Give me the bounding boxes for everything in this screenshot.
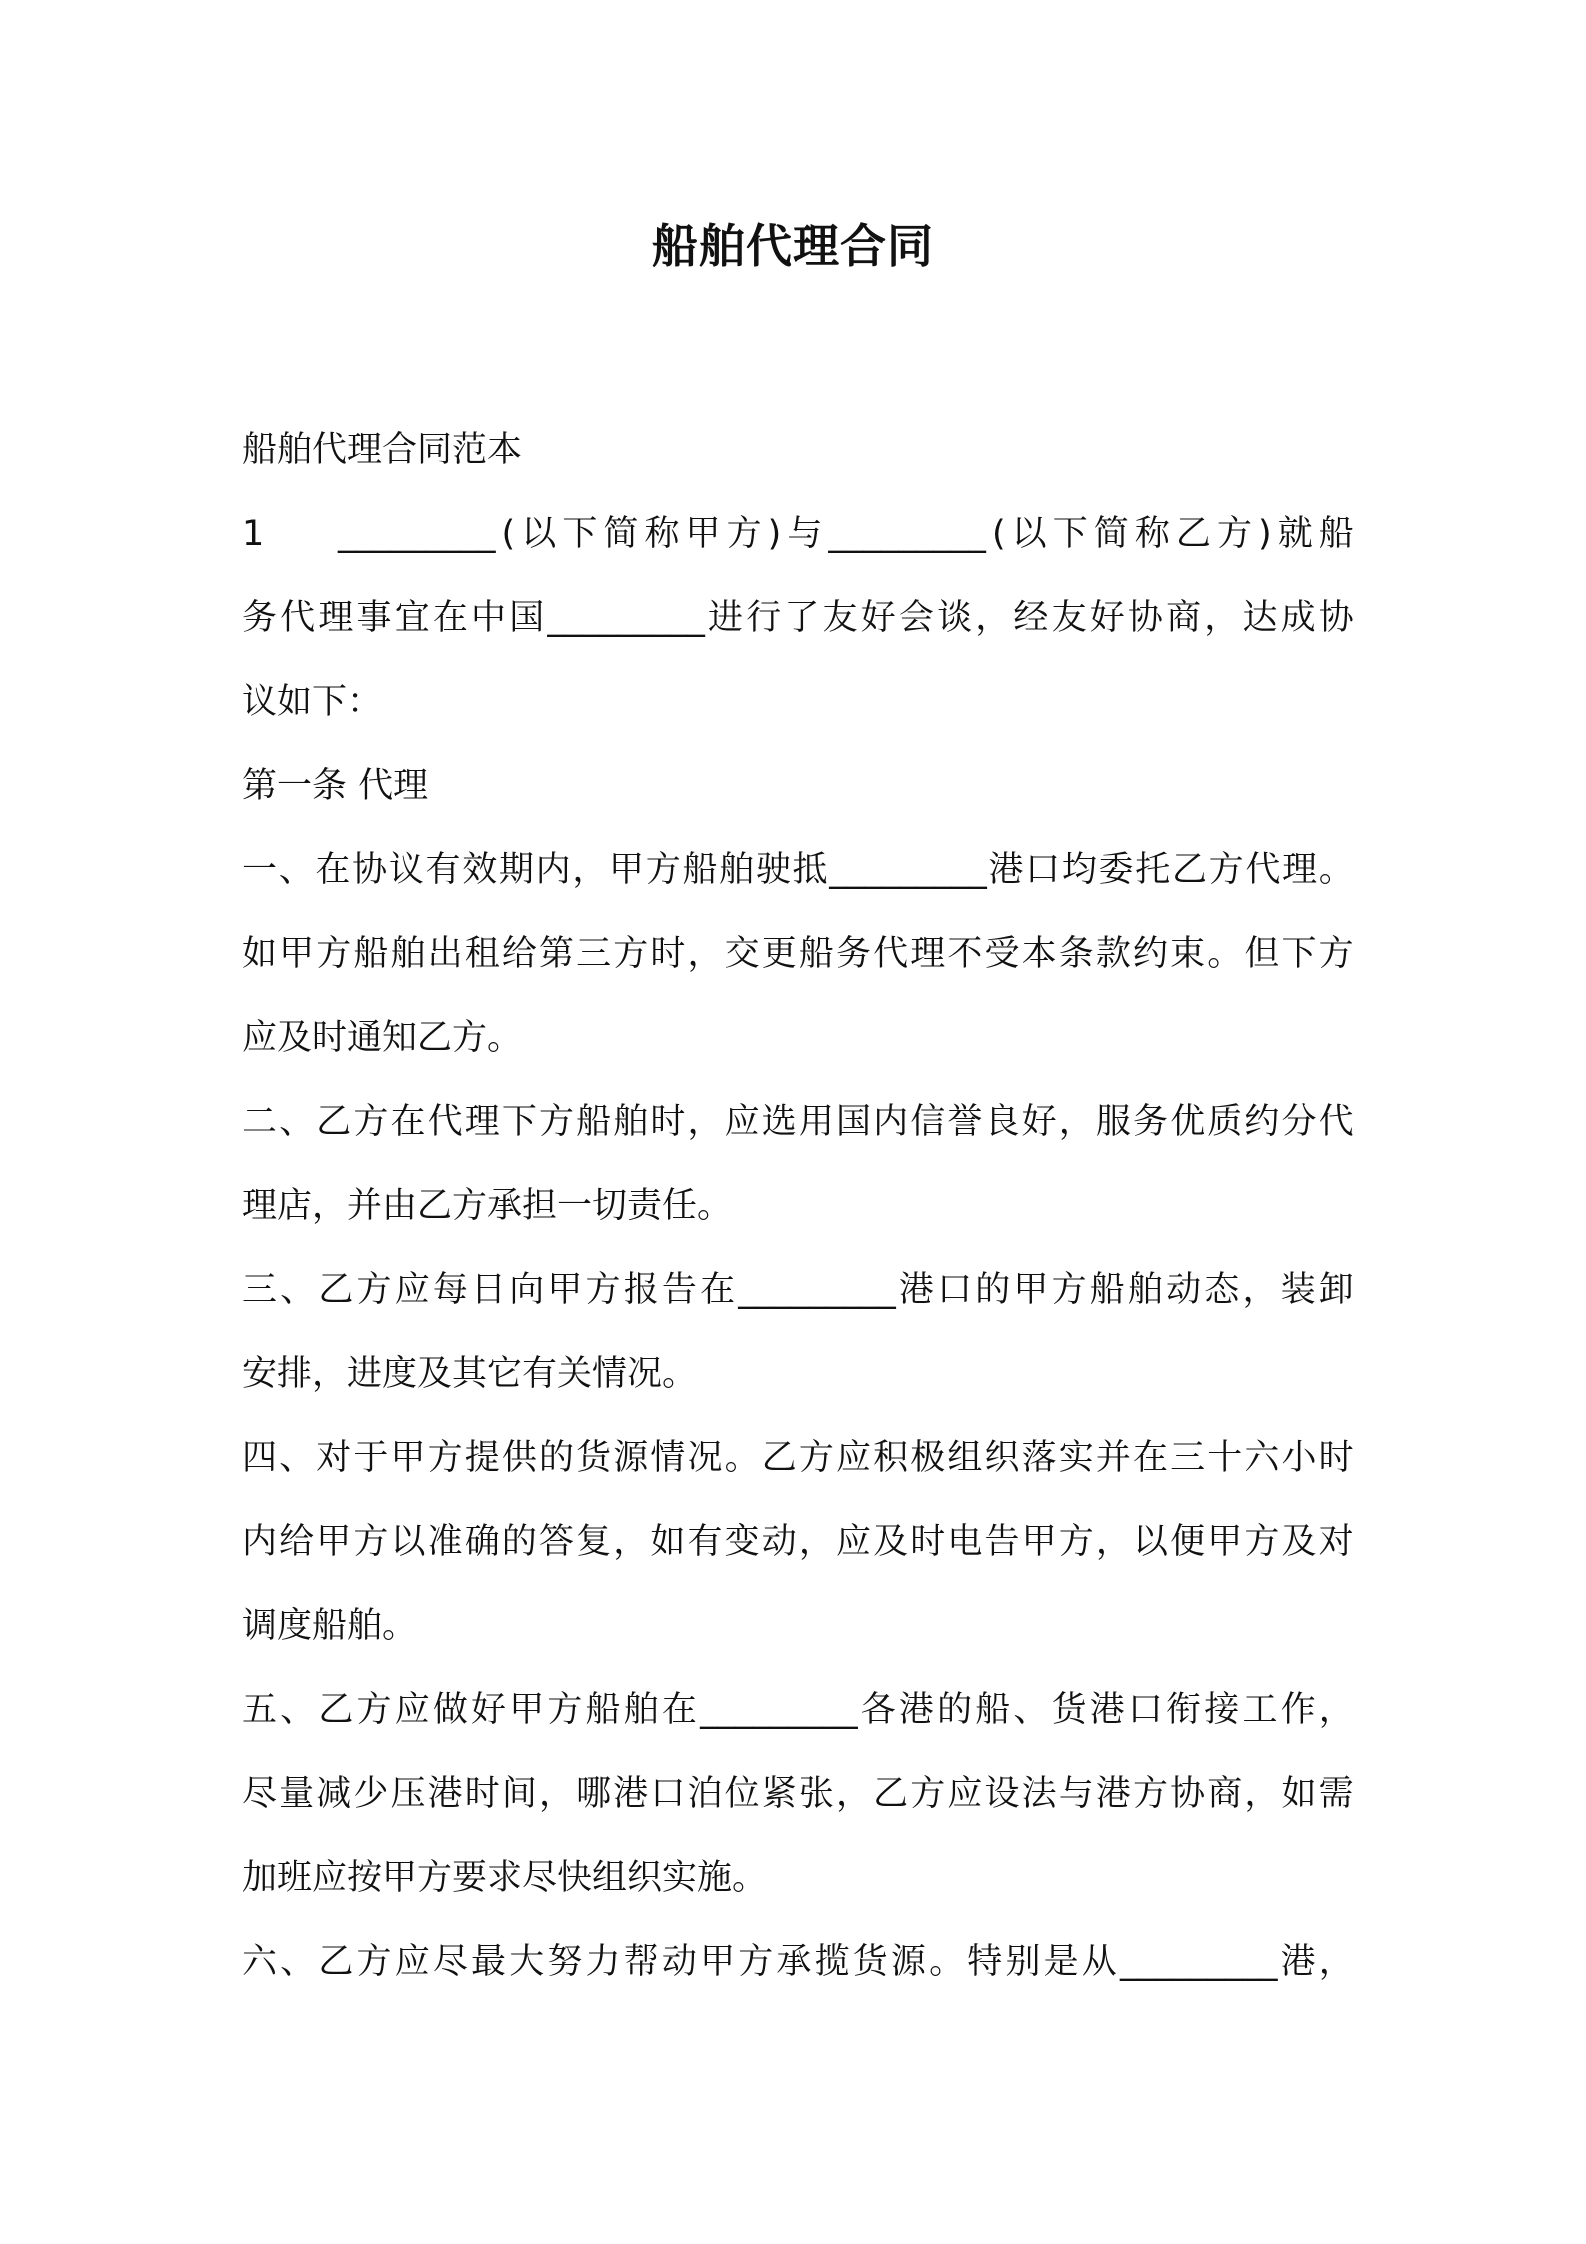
clause-4-line-2: 内 给 甲 方 以 准 确 的 答 复 ， 如 有 变 动 ， 应 及 时 电 告 甲 方 ， 以 便 甲 方 及 对: [242, 1522, 1354, 1562]
intro-number: 1: [242, 514, 265, 554]
clause-1-line-2: 如 甲 方 船 舶 出 租 给 第 三 方 时 ， 交 更 船 务 代 理 不 受 本 条 款 约 束 。 但 下 方: [242, 934, 1354, 974]
intro-line-1: [242, 492, 1354, 576]
subtitle: 船舶代理合同范本: [242, 430, 523, 470]
clause-2-line-2: 理店，并由乙方承担一切责任。: [242, 1186, 733, 1226]
clause-3-line-1: 三 、 乙 方 应 每 日 向 甲 方 报 告 在 _________ 港 口 的 甲 方 船 舶 动 态 ， 装 卸: [242, 1270, 1354, 1310]
clause-4-line-1: 四 、 对 于 甲 方 提 供 的 货 源 情 况 。 乙 方 应 积 极 组 织 落 实 并 在 三 十 六 小 时: [242, 1438, 1354, 1478]
clause-3-line-2: 安排，进度及其它有关情况。: [242, 1354, 698, 1394]
intro-line-2: 务 代 理 事 宜 在 中 国 _________ 进 行 了 友 好 会 谈 ， 经 友 好 协 商 ， 达 成 协: [242, 598, 1354, 638]
clause-5-line-1: 五 、 乙 方 应 做 好 甲 方 船 舶 在 _________ 各 港 的 船 、 货 港 口 衔 接 工 作 ，: [242, 1690, 1354, 1730]
intro-line-3: 议如下：: [242, 682, 383, 722]
clause-2-line-1: 二 、 乙 方 在 代 理 下 方 船 舶 时 ， 应 选 用 国 内 信 誉 良 好 ， 服 务 优 质 约 分 代: [242, 1102, 1354, 1142]
intro-line-1-text: _________ ( 以 下 简 称 甲 方 ) 与 _________ ( 以 下 简 称 乙 方 ) 就 船: [338, 514, 1354, 554]
clause-1-line-3: 应及时通知乙方。: [242, 1018, 523, 1058]
clauses-list: [242, 828, 1354, 2004]
clause-4-line-3: 调度船舶。: [242, 1606, 418, 1646]
document-title: 船舶代理合同: [652, 219, 934, 273]
document-body: [242, 408, 1354, 2004]
article-heading: 第一条 代理: [242, 766, 429, 806]
clause-5-line-2: 尽 量 减 少 压 港 时 间 ， 哪 港 口 泊 位 紧 张 ， 乙 方 应 设 法 与 港 方 协 商 ， 如 需: [242, 1774, 1354, 1814]
clause-6-line-1: 六 、 乙 方 应 尽 最 大 努 力 帮 动 甲 方 承 揽 货 源 。 特 别 是 从 _________ 港 ，: [242, 1942, 1354, 1982]
clause-1-line-1: 一 、 在 协 议 有 效 期 内 ， 甲 方 船 舶 驶 抵 _________ 港 口 均 委 托 乙 方 代 理 。: [242, 850, 1354, 890]
clause-5-line-3: 加班应按甲方要求尽快组织实施。: [242, 1858, 768, 1898]
